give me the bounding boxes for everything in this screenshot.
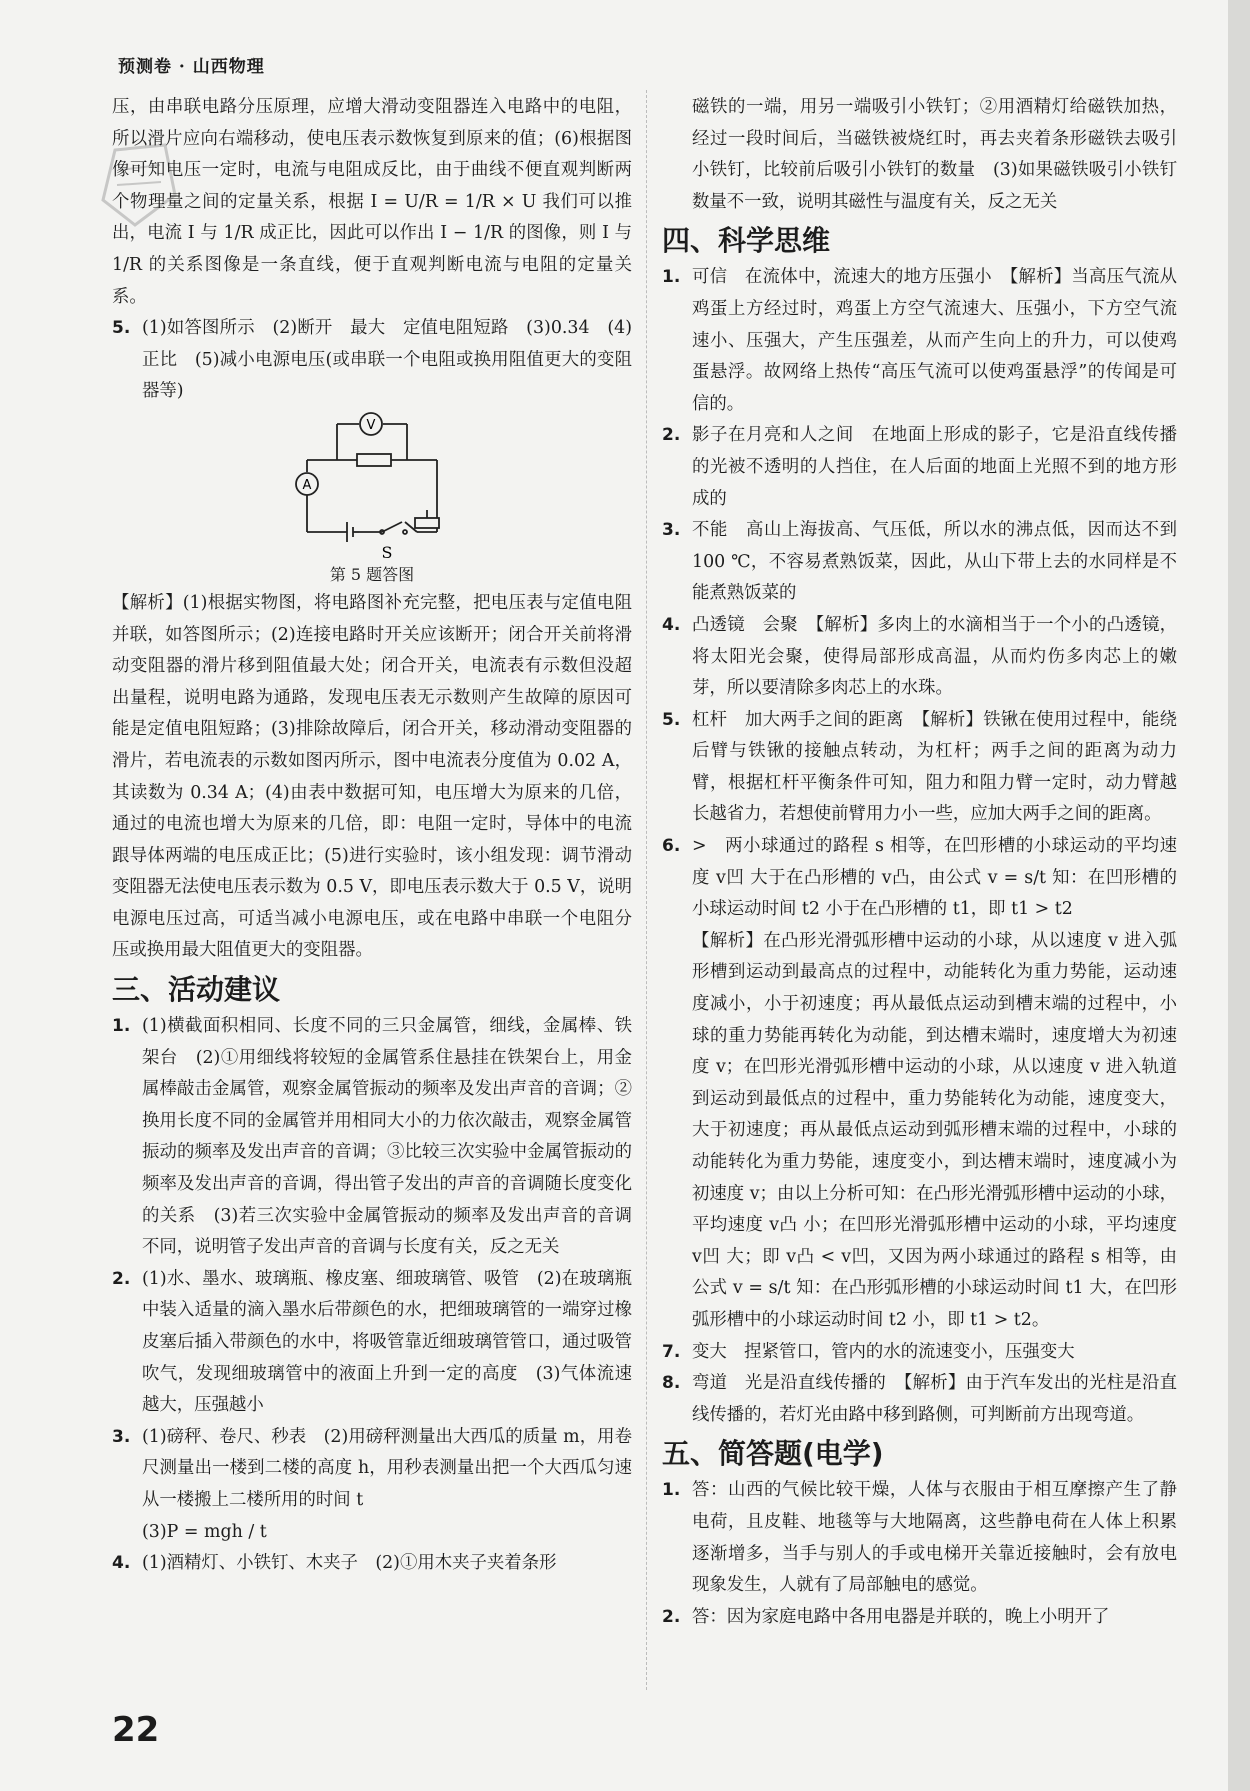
left-column (112, 92, 632, 1580)
section-heading-3: 三、活动建议 (112, 973, 281, 1007)
answer-text: (1)磅秤、卷尺、秒表 (2)用磅秤测量出大西瓜的质量 m，用卷尺测量出一楼到二楼的高度 h，用秒表测量出把一个大西瓜匀速从一楼搬上二楼所用的时间 t (142, 1426, 632, 1510)
answer-text: 影子在月亮和人之间 在地面上形成的影子，它是沿直线传播的光被不透明的人挡住，在人后面的地面上光照不到的地方形成的 (692, 425, 1177, 509)
answer-text: 弯道 光是沿直线传播的 【解析】由于汽车发出的光柱是沿直线传播的，若灯光由路中移到路侧，可判断前方出现弯道。 (692, 1373, 1177, 1425)
thinking-item-5 (662, 705, 1177, 831)
answer-text: 答：山西的气候比较干燥，人体与衣服由于相互摩擦产生了静电荷，且皮鞋、地毯等与大地隔离，这些静电荷在人体上积累逐渐增多，当手与别人的手或电梯开关靠近接触时，会有放电现象发生，人就有了局部触电的感觉。 (692, 1480, 1177, 1596)
voltmeter-label: V (366, 417, 376, 433)
item-number: 3. (112, 1426, 131, 1447)
item-number: 3. (662, 520, 681, 541)
section-heading-5: 五、简答题(电学) (662, 1437, 884, 1471)
answer-continued: 磁铁的一端，用另一端吸引小铁钉；②用酒精灯给磁铁加热，经过一段时间后，当磁铁被烧红时，再去夹着条形磁铁去吸引小铁钉，比较前后吸引小铁钉的数量 (3)如果磁铁吸引小铁钉数量不一致，说明其磁性与温度有关，反之无关 (692, 97, 1177, 212)
answer-text: (1)横截面积相同、长度不同的三只金属管，细线，金属棒、铁架台 (2)①用细线将较短的金属管系住悬挂在铁架台上，用金属棒敲击金属管，观察金属管振动的频率及发出声音的音调；②换用长度不同的金属管并用相同大小的力依次敲击，观察金属管振动的频率及发出声音的音调；③比较三次实验中金属管振动的频率及发出声音的音调，得出管子发出的声音的音调随长度变化的关系 (3)若三次实验中金属管振动的频率及发出声音的音调不同，说明管子发出声音的音调与长度有关，反之无关 (142, 1016, 632, 1258)
activity-item-3 (112, 1422, 632, 1548)
thinking-item-7 (662, 1337, 1177, 1369)
page-header: 预测卷 · 山西物理 (118, 57, 265, 77)
thinking-item-2 (662, 420, 1177, 515)
short-answer-item-1 (662, 1475, 1177, 1601)
short-answer-item-2 (662, 1602, 1177, 1634)
thinking-item-1 (662, 262, 1177, 420)
section-heading-4: 四、科学思维 (662, 224, 831, 258)
answer-text: (1)如答图所示 (2)断开 最大 定值电阻短路 (3)0.34 (4)正比 (5)减小电源电压(或串联一个电阻或换用阻值更大的变阻器等) (142, 318, 632, 402)
item-number: 7. (662, 1341, 681, 1362)
analysis-text: 【解析】(1)根据实物图，将电路图补充完整，把电压表与定值电阻并联，如答图所示；(2)连接电路时开关应该断开；闭合开关前将滑动变阻器的滑片移到阻值最大处；闭合开关，电流表有示数但没超出量程，说明电路为通路，发现电压表无示数则产生故障的原因可能是定值电阻短路；(3)排除故障后，闭合开关，移动滑动变阻器的滑片，若电流表的示数如图丙所示，图中电流表分度值为 0.02 A，其读数为 0.34 A；(4)由表中数据可知，电压增大为原来的几倍，通过的电流也增大为原来的几倍，即：电阻一定时，导体中的电流跟导体两端的电压成正比；(5)进行实验时，该小组发现：调节滑动变阻器无法使电压表示数为 0.5 V，即电压表示数大于 0.5 V，说明电源电压过高，可适当减小电源电压，或在电路中串联一个电阻分压或换用最大阻值更大的变阻器。 (112, 592, 632, 961)
thinking-item-3 (662, 515, 1177, 610)
activity-item-2 (112, 1264, 632, 1422)
page-number: 22 (112, 1710, 160, 1750)
item-number: 5. (662, 709, 681, 730)
activity-item-1 (112, 1011, 632, 1264)
page-edge-strip (1228, 0, 1250, 1791)
item-number: 1. (662, 267, 681, 288)
column-divider (646, 90, 647, 1690)
thinking-item-8 (662, 1368, 1177, 1431)
answer-text: 凸透镜 会聚 【解析】多肉上的水滴相当于一个小的凸透镜，将太阳光会聚，使得局部形成高温，从而灼伤多肉芯上的嫩芽，所以要清除多肉芯上的水珠。 (692, 614, 1177, 699)
answer-text: (1)酒精灯、小铁钉、木夹子 (2)①用木夹子夹着条形 (142, 1553, 557, 1574)
item-number: 8. (662, 1373, 681, 1394)
formula: (3)P = mgh / t (142, 1521, 267, 1542)
activity-item-4 (112, 1548, 632, 1580)
answer-text: 杠杆 加大两手之间的距离 【解析】铁锹在使用过程中，能绕后臂与铁锹的接触点转动，为杠杆；两手之间的距离为动力臂，根据杠杆平衡条件可知，阻力和阻力臂一定时，动力臂越长越省力，若想使前臂用力小一些，应加大两手之间的距离。 (692, 709, 1177, 825)
item-number: 1. (662, 1480, 681, 1501)
switch-label: S (381, 542, 393, 562)
item-number: 1. (112, 1016, 131, 1037)
thinking-item-6 (662, 831, 1177, 1337)
paragraph-continued: 压，由串联电路分压原理，应增大滑动变阻器连入电路中的电阻，所以滑片应向右端移动，使电压表示数恢复到原来的值；(6)根据图像可知电压一定时，电流与电阻成反比，由于曲线不便直观判断两个物理量之间的定量关系，根据 I = U/R = 1/R × U 我们可以推出，电流 I 与 1/R 成正比，因此可以作出 I − 1/R 的图像，则 I 与 1/R 的关系图像是一条直线，便于直观判断电流与电阻的定量关系。 (112, 97, 632, 307)
item-number: 2. (662, 425, 681, 446)
right-column (662, 92, 1177, 1633)
figure-caption: 第 5 题答图 (329, 564, 415, 584)
item-number: 4. (662, 614, 681, 635)
answer-text: 不能 高山上海拔高、气压低，所以水的沸点低，因而达不到 100 ℃，不容易煮熟饭菜，因此，从山下带上去的水同样是不能煮熟饭菜的 (692, 520, 1177, 604)
answer-text: 可信 在流体中，流速大的地方压强小 【解析】当高压气流从鸡蛋上方经过时，鸡蛋上方空气流速大、压强小，下方空气流速小、压强大，产生压强差，从而产生向上的升力，可以使鸡蛋悬浮。故网络上热传“高压气流可以使鸡蛋悬浮”的传闻是可信的。 (692, 267, 1177, 414)
answer-item-5 (112, 313, 632, 408)
item-number: 5. (112, 318, 131, 339)
analysis-text: 【解析】在凸形光滑弧形槽中运动的小球，从以速度 v 进入弧形槽到运动到最高点的过程中，动能转化为重力势能，运动速度减小，小于初速度；再从最低点运动到槽末端的过程中，小球的重力势能再转化为动能，到达槽末端时，速度增大为初速度 v；在凹形光滑弧形槽中运动的小球，从以速度 v 进入轨道到运动到最低点的过程中，重力势能转化为动能，速度变大，大于初速度；再从最低点运动到弧形槽末端的过程中，小球的动能转化为重力势能，速度变小，到达槽末端时，速度减小为初速度 v；由以上分析可知：在凸形光滑弧形槽中运动的小球，平均速度 v凸 小；在凹形光滑弧形槽中运动的小球，平均速度 v凹 大；即 v凸 < v凹，又因为两小球通过的路程 s 相等，由公式 v = s/t 知：在凸形弧形槽的小球运动时间 t1 大，在凹形弧形槽中的小球运动时间 t2 小，即 t1 > t2。 (692, 930, 1177, 1330)
answer-text: 变大 捏紧管口，管内的水的流速变小，压强变大 (692, 1341, 1075, 1362)
circuit-diagram (287, 412, 457, 562)
item-number: 4. (112, 1553, 131, 1574)
answer-text: > 两小球通过的路程 s 相等，在凹形槽的小球运动的平均速度 v凹 大于在凸形槽的 v凸，由公式 v = s/t 知：在凹形槽的小球运动时间 t2 小于在凸形槽的 t1，即 t1 > t2 (692, 836, 1177, 920)
item-number: 2. (662, 1606, 681, 1627)
answer-text: (1)水、墨水、玻璃瓶、橡皮塞、细玻璃管、吸管 (2)在玻璃瓶中装入适量的滴入墨水后带颜色的水，把细玻璃管的一端穿过橡皮塞后插入带颜色的水中，将吸管靠近细玻璃管管口，通过吸管吹气，发现细玻璃管中的液面上升到一定的高度 (3)气体流速越大，压强越小 (142, 1268, 632, 1416)
item-number: 6. (662, 836, 681, 857)
ammeter-label: A (302, 477, 312, 493)
answer-text: 答：因为家庭电路中各用电器是并联的，晚上小明开了 (692, 1606, 1110, 1627)
thinking-item-4 (662, 610, 1177, 705)
item-number: 2. (112, 1268, 131, 1289)
